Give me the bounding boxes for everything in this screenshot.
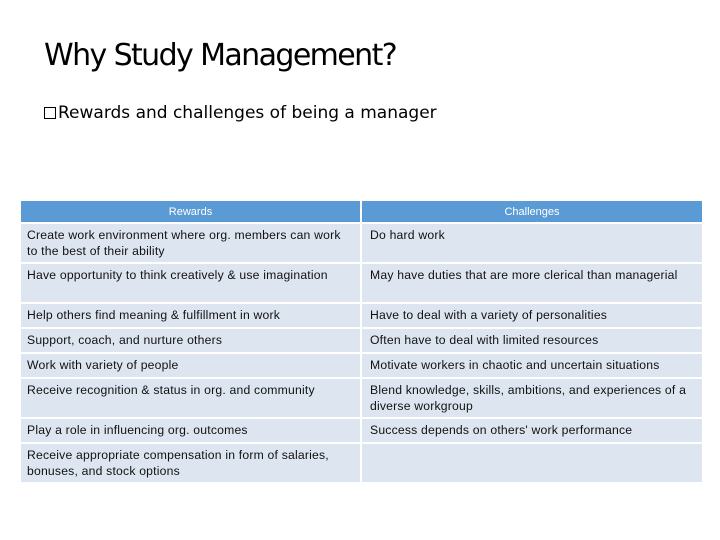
header-rewards: Rewards [21, 201, 361, 223]
slide-subtitle [44, 103, 437, 123]
table-row [21, 443, 703, 483]
challenge-cell: Motivate workers in chaotic and uncertain situations [361, 353, 703, 378]
challenge-cell: Blend knowledge, skills, ambitions, and experiences of a diverse workgroup [361, 378, 703, 418]
challenge-cell: Have to deal with a variety of personalities [361, 303, 703, 328]
reward-cell: Receive recognition & status in org. and community [21, 378, 361, 418]
challenge-cell [361, 443, 703, 483]
table-row [21, 223, 703, 263]
reward-cell: Play a role in influencing org. outcomes [21, 418, 361, 443]
table-row [21, 303, 703, 328]
header-challenges: Challenges [361, 201, 703, 223]
challenge-cell: Success depends on others' work performance [361, 418, 703, 443]
rewards-challenges-table [21, 201, 704, 484]
table-row [21, 328, 703, 353]
challenge-cell: May have duties that are more clerical than managerial [361, 263, 703, 303]
square-bullet-icon [44, 107, 56, 119]
reward-cell: Create work environment where org. members can work to the best of their ability [21, 223, 361, 263]
reward-cell: Have opportunity to think creatively & use imagination [21, 263, 361, 303]
table-header-row [21, 201, 703, 223]
reward-cell: Work with variety of people [21, 353, 361, 378]
challenge-cell: Often have to deal with limited resources [361, 328, 703, 353]
table-row [21, 353, 703, 378]
challenge-cell: Do hard work [361, 223, 703, 263]
slide-title: Why Study Management? [44, 38, 397, 73]
subtitle-text: Rewards and challenges of being a manager [58, 103, 437, 123]
reward-cell: Receive appropriate compensation in form of salaries, bonuses, and stock options [21, 443, 361, 483]
reward-cell: Help others find meaning & fulfillment in work [21, 303, 361, 328]
table-row [21, 418, 703, 443]
reward-cell: Support, coach, and nurture others [21, 328, 361, 353]
table-row [21, 263, 703, 303]
table-row [21, 378, 703, 418]
